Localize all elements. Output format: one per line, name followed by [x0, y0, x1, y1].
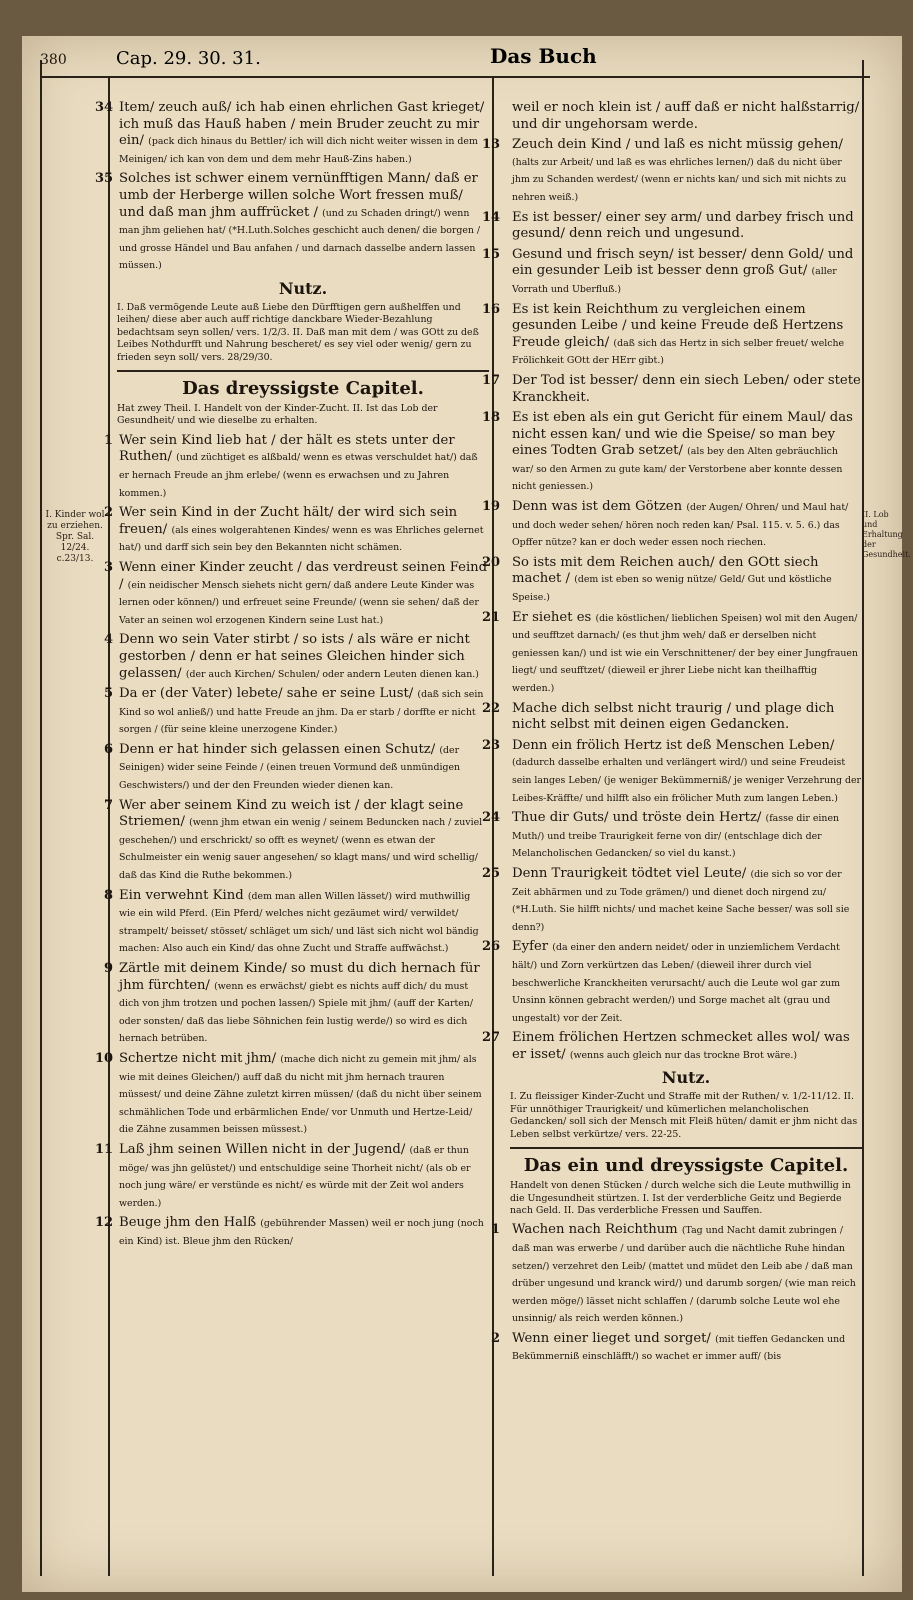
chapter-30-title: Das dreyssigste Capitel.	[182, 377, 424, 399]
verse	[95, 1215, 489, 1250]
verse-main-text: Zärtle mit deinem Kinde/ so must du dich hernach für jhm fürchten/	[119, 961, 480, 993]
verse-main-text: Wenn einer lieget und sorget/	[512, 1330, 711, 1346]
verse-main-text: Denn ein frölich Hertz ist deß Menschen Leben/	[512, 737, 835, 753]
verse-number: 16	[482, 301, 501, 317]
verse-main-text: So ists mit dem Reichen auch/ den GOtt siech machet /	[512, 554, 819, 587]
chapter-reference: Cap. 29. 30. 31.	[116, 48, 261, 69]
verse-text	[512, 810, 862, 863]
verse-gloss: (als bey den Alten gebräuchlich war/ so den Armen zu gute kam/ der Verstorbene aber konnte dessen nicht geniessen.)	[512, 446, 843, 493]
verse	[103, 686, 489, 739]
verse	[95, 1050, 489, 1139]
chapter-31-title: Das ein und dreyssigste Capitel.	[523, 1155, 849, 1177]
verse-text	[119, 171, 489, 275]
verse-number: 24	[482, 810, 501, 826]
left-verses-top	[95, 100, 489, 275]
verse-gloss: (mit tieffen Gedancken und Bekümmerniß einschläfft/) so wachet er immer auff/ (bis	[512, 1333, 846, 1363]
verse-gloss: (der Seinigen) wider seine Feinde / (einen treuen Vormund deß unmündigen Geschwisters/) und der den Freunden wieder dienen kan.	[119, 744, 461, 792]
nutz-text-1: I. Daß vermögende Leute auß Liebe den Dürfftigen gern außhelffen und leihen/ diese aber auch auff richtige danckbare Wieder-Bezahlung bedachtsam seyn sollen/ vers. 1/2/3. II. Daß man mit dem / was GOtt zu deß Leibes Nothdurfft und Nahrung bescheret/ es sey viel oder wenig/ gern zu frieden seyn soll/ vers. 28/29/30.	[117, 301, 479, 363]
header-rule	[40, 76, 870, 78]
verse-gloss: (gebührender Massen) weil er noch jung (noch ein Kind) ist. Bleue jhm den Rücken/	[119, 1218, 484, 1247]
verse-main-text: Es ist kein Reichthum zu vergleichen einem gesunden Leibe / und keine Freude deß Hertzens Freude gleich/	[512, 301, 844, 350]
chapter-30-summary: Hat zwey Theil. I. Handelt von der Kinder-Zucht. II. Ist das Lob der Gesundheit/ und wie dieselbe zu erhalten.	[117, 402, 438, 427]
verse	[482, 372, 862, 407]
verse-main-text: Schertze nicht mit jhm/	[119, 1050, 277, 1066]
verse-text	[512, 1030, 862, 1064]
verse-text	[119, 1051, 489, 1139]
verse-main-text: Denn was ist dem Götzen	[512, 499, 683, 515]
verse-main-text: Denn er hat hinder sich gelassen einen Schutz/	[119, 741, 436, 757]
verse-gloss: (und zu Schaden dringt/) wenn man jhm geliehen hat/ (*H.Luth.Solches geschicht auch denen/ die borgen / und grosse Händel und Bau anfahen / und darnach dasselbe andern lassen müssen.)	[119, 207, 481, 272]
verse-text	[119, 632, 489, 683]
verse-main-text: Zeuch dein Kind / und laß es nicht müssig gehen/	[512, 137, 843, 153]
verse-main-text: Wenn einer Kinder zeucht / das verdreust seinen Feind /	[119, 559, 488, 592]
verse	[103, 887, 489, 958]
verse-gloss: (als eines wolgerahtenen Kindes/ wenn es was Ehrliches gelernet hat/) und darff sich sein bey den Bekannten nicht schämen.	[119, 524, 484, 554]
verse	[103, 432, 489, 502]
verse-text	[119, 1142, 489, 1212]
right-column	[482, 100, 862, 1570]
right-margin-rule	[862, 60, 864, 1576]
nutz-heading-1: Nutz.	[278, 278, 328, 298]
verse-main-text: Eyfer	[512, 939, 549, 955]
verse-gloss: (der Augen/ Ohren/ und Maul hat/ und doch weder sehen/ hören noch reden kan/ Psal. 115. v. 5. 6.) das Opffer nütze? kan er doch weder essen noch riechen.	[512, 502, 849, 549]
verse-main-text: Wer aber seinem Kind zu weich ist / der klagt seine Striemen/	[119, 797, 464, 830]
verse-gloss: (dadurch dasselbe erhalten und verlängert wird/) und seine Freudeist sein langes Leben/ (je weniger Bekümmerniß/ je weniger Verzehrung der Leibes-Kräffte/ und hilfft also ein frölicher Muth zum langen Leben.)	[512, 757, 862, 804]
verse	[490, 1222, 862, 1328]
verse-text	[512, 610, 862, 698]
verse-gloss: (dem man allen Willen lässet/) wird muthwillig wie ein wild Pferd. (Ein Pferd/ welches nicht gezäumet wird/ verwildet/ strampelt/ beisset/ stösset/ schläget um sich/ und läst sich nicht wol bändig machen: Also auch ein Kind/ das ohne Zucht und Straffe auffwächst.)	[119, 890, 479, 955]
verse	[482, 137, 862, 206]
verse-main-text: Ein verwehnt Kind	[119, 887, 244, 903]
verse-number: 6	[103, 741, 113, 757]
verse	[95, 1141, 489, 1212]
verse	[482, 410, 862, 496]
verse-gloss: (dem ist eben so wenig nütze/ Geld/ Gut und köstliche Speise.)	[512, 574, 832, 604]
verse	[482, 865, 862, 936]
verse-number: 19	[482, 499, 501, 515]
verse-number: 17	[482, 372, 501, 388]
verse	[482, 700, 862, 735]
verse-number: 15	[482, 246, 501, 262]
verse-gloss: (Tag und Nacht damit zubringen / daß man was erwerbe / und darüber auch die nächtliche Ruhe hindan setzen/) verzehret den Leib/ (mattet und müdet den Leib abe / daß man drüber ungesund und kranck wird/) und darumb sorgen/ (wie man reich werden möge/) lässet nicht schlaffen / (darumb solche Leute wol ehe unsinnig/ als reich werden können.)	[512, 1225, 856, 1325]
verse	[103, 632, 489, 683]
verse-number: 21	[482, 609, 501, 625]
verse-main-text: Gesund und frisch seyn/ ist besser/ denn Gold/ und ein gesunder Leib ist besser denn groß Gut/	[512, 246, 854, 279]
left-margin-note: I. Kinder wol zu erziehen. Spr. Sal. 12/24. c.23/13.	[45, 510, 105, 564]
verse	[510, 100, 862, 134]
verse-number: 13	[482, 137, 501, 153]
verse-text	[119, 1215, 489, 1250]
verse-number: 4	[103, 632, 113, 648]
verse-number: 1	[490, 1222, 500, 1238]
verse-number: 23	[482, 737, 501, 753]
verse-number: 12	[95, 1215, 114, 1231]
verse-gloss: (die köstlichen/ lieblichen Speisen) wol mit den Augen/ und seufftzet darnach/ (es thut jhm weh/ daß er derselben nicht geniessen kan/) und ist wie ein Verschnittener/ der bey einer Jungfrauen liegt/ und seufftzet/ (dieweil er jhrer Liebe nicht kan theilhafftig werden.)	[512, 612, 858, 694]
verse-main-text: Thue dir Guts/ und tröste dein Hertz/	[512, 810, 762, 826]
verse-text	[119, 686, 489, 739]
nutz-text-2: I. Zu fleissiger Kinder-Zucht und Straffe mit der Ruthen/ v. 1/2-11/12. II. Für unnöthiger Traurigkeit/ und kümerlichen melancholischen Gedancken/ soll sich der Mensch mit Fleiß hüten/ damit er jhm nicht das Leben selbst verkürtze/ vers. 22-25.	[510, 1091, 858, 1140]
verse-gloss: (wenns auch gleich nur das trockne Brot wäre.)	[569, 1049, 797, 1061]
verse	[482, 246, 862, 299]
verse	[482, 1030, 862, 1064]
verse-text	[119, 100, 489, 168]
verse-gloss: (fasse dir einen Muth/) und treibe Traurigkeit ferne von dir/ (entschlage dich der Melancholischen Gedancken/ so viel du kanst.)	[512, 813, 840, 860]
verse-number: 10	[95, 1050, 114, 1066]
left-outer-rule	[40, 60, 42, 1576]
verse-number: 22	[482, 700, 501, 716]
verse-main-text: Wachen nach Reichthum	[512, 1222, 678, 1238]
verse-number: 35	[95, 171, 114, 187]
verse	[103, 559, 489, 629]
section-rule-2	[510, 1147, 862, 1149]
verse-main-text: Es ist eben als ein gut Gericht für einem Maul/ das nicht essen kan/ und wie die Speise/ so man bey eines Todten Grab setzet/	[512, 410, 853, 459]
verse-gloss: (daß er thun möge/ was jhn gelüstet/) und entschuldige seine Thorheit nicht/ (als ob er noch jung wäre/ er verstünde es nicht/ es würde mit der Zeit wol anders werden.)	[119, 1144, 471, 1209]
verse-gloss: (daß sich das Hertz in sich selber freuet/ welche Frölichkeit GOtt der HErr gibt.)	[512, 337, 845, 367]
verse	[103, 741, 489, 795]
verse-main-text: Da er (der Vater) lebete/ sahe er seine Lust/	[119, 686, 414, 702]
verse	[103, 505, 489, 557]
verse-text	[512, 247, 862, 299]
verse-gloss: (daß sich sein Kind so wol anließ/) und hatte Freude an jhm. Da er starb / dorffte er nicht sorgen / (für seine kleine unerzogene Kinder.)	[119, 689, 484, 736]
verse-main-text: Der Tod ist besser/ denn ein siech Leben/ oder stete Kranckheit.	[512, 372, 861, 405]
verse-number: 1	[103, 432, 113, 448]
verse	[95, 171, 489, 275]
verse-main-text: Laß jhm seinen Willen nicht in der Jugend/	[119, 1141, 406, 1157]
right-margin-note: II. Lob und Erhaltung der Gesundheit.	[862, 510, 911, 559]
verse	[95, 100, 489, 168]
verse-text	[512, 738, 862, 807]
verse-main-text: Item/ zeuch auß/ ich hab einen ehrlichen Gast krieget/ ich muß das Hauß haben / mein Bruder zeucht zu mir ein/	[119, 100, 485, 149]
verse-number: 14	[482, 209, 501, 225]
verse-text	[119, 742, 489, 795]
verse-text	[119, 433, 489, 502]
verse-text	[512, 100, 862, 134]
verse-number: 8	[103, 887, 113, 903]
verse-text	[512, 1331, 862, 1366]
verse	[482, 499, 862, 552]
verse-main-text: Es ist besser/ einer sey arm/ und darbey frisch und gesund/ denn reich und ungesund.	[512, 209, 854, 242]
section-rule	[117, 370, 489, 372]
verse-number: 3	[103, 559, 113, 575]
verse-number: 34	[95, 100, 114, 115]
verse-gloss: (der auch Kirchen/ Schulen/ oder andern Leuten dienen kan.)	[185, 668, 479, 680]
verse	[482, 609, 862, 698]
verse-gloss: (halts zur Arbeit/ und laß es was ehrliches lernen/) daß du nicht über jhm zu Schanden werdest/ (wenn er nichts kan/ und sich mit nichts zu nehren weiß.)	[512, 156, 847, 203]
verse	[482, 737, 862, 807]
verse-number: 25	[482, 865, 501, 881]
verse-gloss: (und züchtiget es alßbald/ wenn es etwas verschuldet hat/) daß er hernach Freude an jhm erlebe/ (wenn es erwachsen und zu Jahren kommen.)	[119, 452, 478, 499]
verse-main-text: Solches ist schwer einem vernünfftigen Mann/ daß er umb der Herberge willen solche Wort fressen muß/ und daß man jhm auffrücket /	[119, 171, 478, 220]
verse-main-text: Wer sein Kind in der Zucht hält/ der wird sich sein freuen/	[119, 505, 458, 537]
verse-main-text: Mache dich selbst nicht traurig / und plage dich nicht selbst mit deinen eigen Gedancken.	[512, 700, 835, 733]
left-margin-rule	[108, 76, 110, 1576]
verse	[103, 961, 489, 1048]
verse-text	[119, 961, 489, 1048]
verse-number: 20	[482, 554, 501, 570]
verse	[482, 301, 862, 370]
left-column	[95, 100, 489, 1570]
running-title: Das Buch	[490, 44, 597, 68]
verse-number: 9	[103, 961, 113, 976]
verse-text	[512, 866, 862, 936]
verse-text	[119, 888, 489, 958]
verse-gloss: (die sich so vor der Zeit abhärmen und zu Tode grämen/) und dienet doch nirgend zu/ (*H.Luth. Sie hilfft nichts/ und machet keine Sache besser/ was soll sie denn?)	[512, 868, 850, 933]
verse-main-text: Wer sein Kind lieb hat / der hält es stets unter der Ruthen/	[119, 432, 455, 465]
verse-text	[119, 505, 489, 557]
verse-number: 5	[103, 686, 113, 702]
right-verses	[482, 100, 862, 1064]
verse-text	[512, 555, 862, 607]
verse-text	[512, 939, 862, 1027]
verse-number: 2	[490, 1330, 500, 1346]
verse-gloss: (pack dich hinaus du Bettler/ ich will dich nicht weiter wissen in dem Meinigen/ ich kan von dem und dem mehr Hauß-Zins haben.)	[119, 136, 478, 165]
verse	[482, 939, 862, 1027]
verse-text	[119, 560, 489, 629]
verse-gloss: (wenn es erwächst/ giebt es nichts auff dich/ du must dich von jhm trotzen und pochen lassen/) Spiele mit jhm/ (auff der Karten/ oder sonsten/ daß das liebe Söhnichen fein lustig werde/) so wird es dich hernach betrüben.	[119, 980, 473, 1045]
page-number: 380	[40, 52, 67, 68]
verse-gloss: (aller Vorrath und Uberfluß.)	[512, 266, 837, 295]
verse-text	[512, 302, 862, 370]
verse-text	[119, 798, 489, 885]
verse-main-text: Beuge jhm den Halß	[119, 1215, 257, 1231]
verse-main-text: weil er noch klein ist / auff daß er nicht halßstarrig/ und dir ungehorsam werde.	[512, 100, 860, 132]
verse-gloss: (wenn jhm etwan ein wenig / seinem Beduncken nach / zuviel geschehen/) und erschrickt/ so offt es weynet/ (wenn es etwan der Schulmeister ein wenig sauer angesehen/ so klagt mans/ und wird schellig/ daß das Kind die Ruthe bekommen.)	[119, 817, 483, 882]
verse-text	[512, 1222, 862, 1328]
verse-main-text: Einem frölichen Hertzen schmecket alles wol/ was er isset/	[512, 1030, 850, 1062]
nutz-heading-2: Nutz.	[661, 1068, 711, 1088]
verse-number: 18	[482, 410, 501, 426]
verse-text	[512, 410, 862, 496]
verse-text	[512, 373, 862, 407]
verse-text	[512, 701, 862, 735]
verse-number: 2	[103, 505, 113, 521]
verse-gloss: (da einer den andern neidet/ oder in unziemlichem Verdacht hält/) und Zorn verkürtzen das Leben/ (dieweil ihrer durch viel beschwerliche Kranckheiten verursacht/ auch die Leute wol gar zum Unsinn können gebracht werden/) und Sorge machet alt (grau und ungestalt) vor der Zeit.	[512, 942, 841, 1024]
verse-main-text: Denn Traurigkeit tödtet viel Leute/	[512, 865, 747, 881]
chapter-31-summary: Handelt von denen Stücken / durch welche sich die Leute muthwillig in die Ungesundheit stürtzen. I. Ist der verderbliche Geitz und Begierde nach Geld. II. Das verderbliche Fressen und Sauffen.	[510, 1180, 851, 1216]
verse-number: 27	[482, 1030, 501, 1046]
verse-number: 26	[482, 939, 501, 955]
verse-text	[512, 499, 862, 552]
verse	[103, 797, 489, 885]
verse	[482, 554, 862, 607]
right-verses-2	[490, 1222, 862, 1366]
left-verses	[95, 432, 489, 1251]
verse-number: 11	[95, 1141, 114, 1157]
verse	[482, 209, 862, 244]
verse-number: 7	[103, 797, 113, 813]
verse-main-text: Denn wo sein Vater stirbt / so ists / als wäre er nicht gestorben / denn er hat seines Gleichen hinder sich gelassen/	[119, 632, 470, 681]
verse-gloss: (mache dich nicht zu gemein mit jhm/ als wie mit deines Gleichen/) auff daß du nicht mit jhm hernach trauren müssest/ und deine Zähne zuletzt kirren müssen/ (daß du nicht über seinem schmählichen Tode und erbärmlichen Ende/ vor Unmuth und Hertze-Leid/ die Zähne zusammen beissen müssest.)	[119, 1053, 482, 1136]
verse	[490, 1330, 862, 1366]
verse-text	[512, 137, 862, 206]
verse-text	[512, 210, 862, 244]
verse-gloss: (ein neidischer Mensch siehets nicht gern/ daß andere Leute Kinder was lernen oder können/) und erfreuet seine Freunde/ (wenn sie sehen/ daß der Vater an seinen wol erzogenen Kindern seine Lust hat.)	[119, 579, 479, 626]
verse-main-text: Er siehet es	[512, 609, 592, 625]
verse	[482, 810, 862, 863]
